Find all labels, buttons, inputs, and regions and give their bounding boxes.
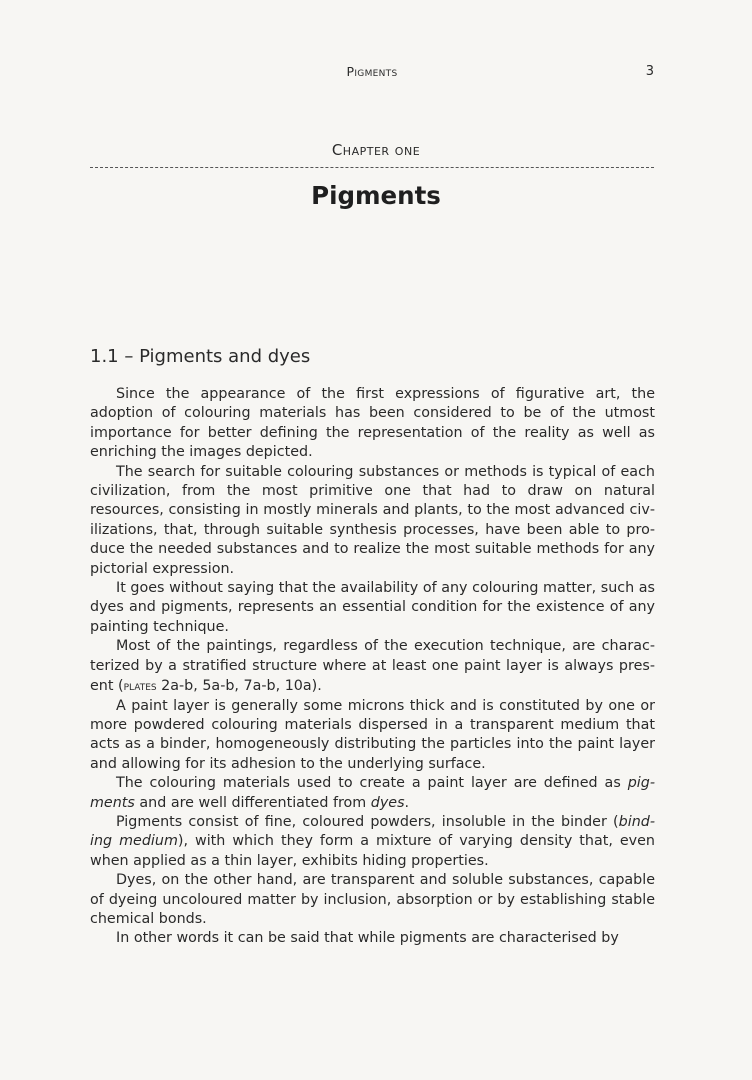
- paragraph-text: Most of the paintings, regardless of the execution technique, are characterized by a stratified structure where at least one paint layer is always present (: [90, 638, 655, 695]
- paragraph: The search for suitable colouring substances or methods is typical of each civilization, from the most primitive one that had to draw on natural resources, consisting in mostly minerals and plants, to the most advanced civilizations, that, through suitable synthesis processes, have been able to produce the needed substances and to realize the most suitable methods for any pictorial expression.: [90, 463, 655, 577]
- paragraph-text: Pigments consist of fine, coloured powders, insoluble in the binder (: [116, 813, 619, 830]
- running-head: [90, 64, 654, 80]
- running-title: Pigments: [346, 64, 398, 79]
- paragraph-text: 2a-b, 5a-b, 7a-b, 10a).: [156, 678, 322, 695]
- paragraph-text: The colouring materials used to create a paint layer are defined as: [116, 775, 628, 792]
- plates-reference: plates: [123, 678, 157, 694]
- body-text: [90, 385, 655, 949]
- paragraph: It goes without saying that the availability of any colouring matter, such as dyes and pigments, represents an essential condition for the existence of any painting technique.: [90, 580, 655, 635]
- paragraph: In other words it can be said that while pigments are characterised by: [116, 930, 619, 947]
- paragraph: [90, 813, 655, 871]
- italic-term: binding medium: [90, 813, 655, 850]
- paragraph-text: ), with which they form a mixture of varying density that, even when applied as a thin layer, exhibits hiding properties.: [90, 833, 655, 869]
- paragraph: [90, 774, 655, 813]
- italic-term: dyes: [370, 794, 405, 811]
- chapter-title: Pigments: [311, 181, 441, 210]
- paragraph: [90, 637, 655, 696]
- paragraph: Dyes, on the other hand, are transparent and soluble substances, capable of dyeing uncoloured matter by inclusion, absorption or by establishing stable chemical bonds.: [90, 872, 655, 927]
- paragraph-text: .: [404, 794, 410, 811]
- paragraph: A paint layer is generally some microns thick and is constituted by one or more powdered colouring materials dispersed in a transparent medium that acts as a binder, homogeneously distributing the particles into the paint layer and allowing for its adhesion to the underlying surface.: [90, 697, 655, 772]
- page-number: 3: [645, 64, 654, 79]
- italic-term: pigments: [90, 775, 655, 811]
- paragraph-text: and are well differentiated from: [134, 794, 371, 811]
- paragraph: Since the appearance of the first expressions of figurative art, the adoption of colouring materials has been considered to be of the utmost importance for better defining the representation of the reality as well as enriching the images depicted.: [90, 386, 655, 461]
- chapter-label: Chapter one: [331, 141, 421, 159]
- dashed-divider: [90, 167, 654, 168]
- section-heading: 1.1 – Pigments and dyes: [90, 346, 311, 367]
